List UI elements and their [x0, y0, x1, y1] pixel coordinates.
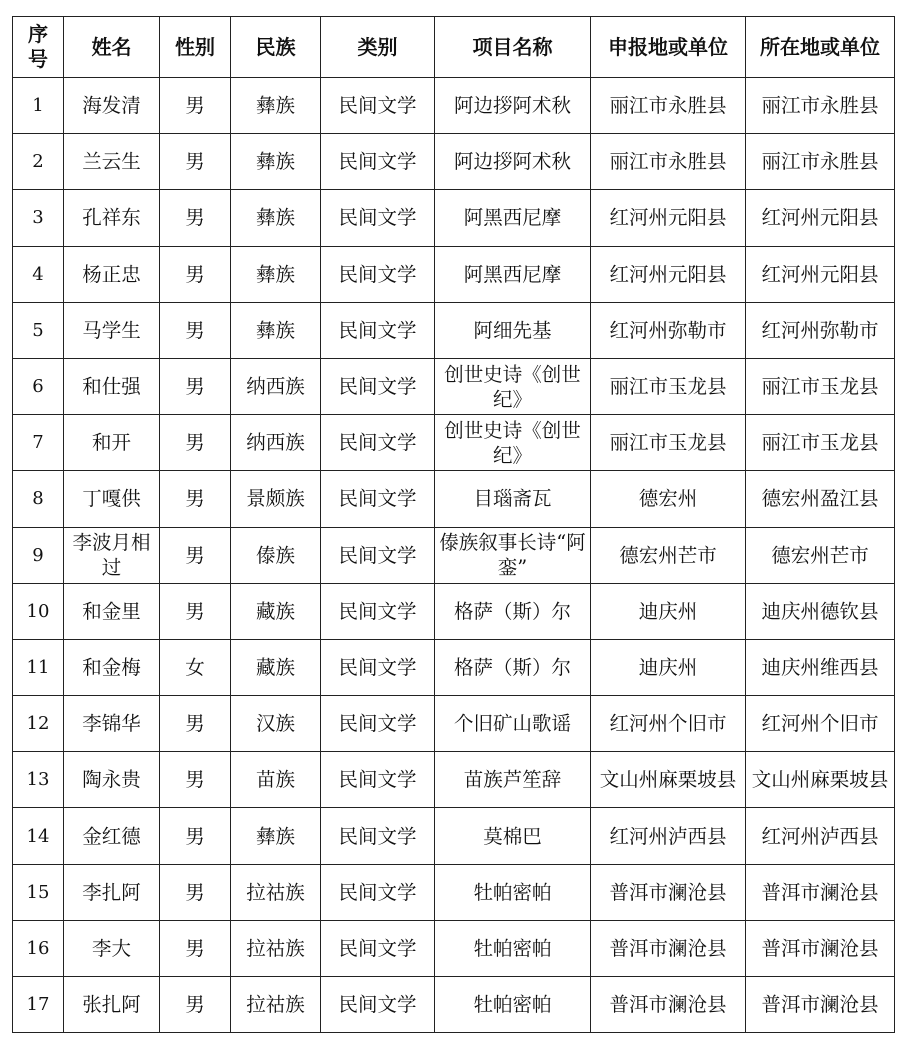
cell-project: 阿细先基 [435, 302, 591, 358]
cell-applicant: 普洱市澜沧县 [591, 864, 746, 920]
cell-ethnicity: 纳西族 [231, 415, 321, 471]
cell-applicant: 文山州麻栗坡县 [591, 752, 746, 808]
cell-project: 苗族芦笙辞 [435, 752, 591, 808]
cell-ethnicity: 景颇族 [231, 471, 321, 527]
cell-index: 14 [13, 808, 64, 864]
cell-applicant: 丽江市永胜县 [591, 78, 746, 134]
cell-name: 兰云生 [64, 134, 160, 190]
cell-gender: 男 [160, 920, 231, 976]
cell-name: 和金梅 [64, 639, 160, 695]
cell-ethnicity: 藏族 [231, 639, 321, 695]
cell-gender: 男 [160, 977, 231, 1033]
cell-applicant: 迪庆州 [591, 583, 746, 639]
cell-applicant: 红河州泸西县 [591, 808, 746, 864]
table-row [13, 302, 895, 358]
header-cell-applicant: 申报地或单位 [591, 17, 746, 78]
cell-applicant: 丽江市永胜县 [591, 134, 746, 190]
cell-ethnicity: 拉祜族 [231, 977, 321, 1033]
cell-index: 1 [13, 78, 64, 134]
cell-name: 李波月相过 [64, 527, 160, 583]
cell-name: 马学生 [64, 302, 160, 358]
cell-category: 民间文学 [321, 864, 435, 920]
cell-project: 牡帕密帕 [435, 920, 591, 976]
cell-project: 阿黑西尼摩 [435, 190, 591, 246]
table-body [13, 78, 895, 1033]
table-row [13, 358, 895, 414]
cell-category: 民间文学 [321, 78, 435, 134]
cell-index: 8 [13, 471, 64, 527]
cell-location: 丽江市玉龙县 [746, 358, 895, 414]
table-row [13, 246, 895, 302]
cell-category: 民间文学 [321, 977, 435, 1033]
cell-applicant: 德宏州 [591, 471, 746, 527]
cell-gender: 男 [160, 302, 231, 358]
cell-name: 和开 [64, 415, 160, 471]
table-row [13, 134, 895, 190]
header-cell-name: 姓名 [64, 17, 160, 78]
cell-gender: 男 [160, 808, 231, 864]
cell-index: 5 [13, 302, 64, 358]
cell-category: 民间文学 [321, 808, 435, 864]
cell-location: 红河州元阳县 [746, 246, 895, 302]
cell-ethnicity: 彝族 [231, 302, 321, 358]
cell-project: 个旧矿山歌谣 [435, 696, 591, 752]
cell-category: 民间文学 [321, 246, 435, 302]
cell-category: 民间文学 [321, 415, 435, 471]
cell-applicant: 红河州元阳县 [591, 246, 746, 302]
cell-applicant: 红河州弥勒市 [591, 302, 746, 358]
table-row [13, 471, 895, 527]
cell-ethnicity: 彝族 [231, 246, 321, 302]
cell-ethnicity: 藏族 [231, 583, 321, 639]
cell-ethnicity: 彝族 [231, 78, 321, 134]
cell-gender: 男 [160, 527, 231, 583]
cell-index: 9 [13, 527, 64, 583]
cell-applicant: 普洱市澜沧县 [591, 977, 746, 1033]
cell-location: 红河州泸西县 [746, 808, 895, 864]
cell-project: 阿黑西尼摩 [435, 246, 591, 302]
cell-name: 陶永贵 [64, 752, 160, 808]
table-row [13, 864, 895, 920]
cell-category: 民间文学 [321, 302, 435, 358]
cell-gender: 男 [160, 246, 231, 302]
cell-location: 丽江市玉龙县 [746, 415, 895, 471]
cell-index: 3 [13, 190, 64, 246]
cell-ethnicity: 拉祜族 [231, 920, 321, 976]
cell-category: 民间文学 [321, 696, 435, 752]
document-page [12, 16, 895, 1033]
cell-applicant: 红河州个旧市 [591, 696, 746, 752]
header-cell-index: 序号 [13, 17, 64, 78]
cell-ethnicity: 汉族 [231, 696, 321, 752]
header-cell-category: 类别 [321, 17, 435, 78]
cell-index: 10 [13, 583, 64, 639]
cell-index: 2 [13, 134, 64, 190]
cell-project: 阿边拶阿术秋 [435, 78, 591, 134]
table-row [13, 583, 895, 639]
cell-name: 丁嘎供 [64, 471, 160, 527]
cell-category: 民间文学 [321, 134, 435, 190]
cell-category: 民间文学 [321, 752, 435, 808]
cell-name: 张扎阿 [64, 977, 160, 1033]
cell-project: 创世史诗《创世纪》 [435, 415, 591, 471]
table-row [13, 415, 895, 471]
cell-location: 普洱市澜沧县 [746, 920, 895, 976]
cell-ethnicity: 拉祜族 [231, 864, 321, 920]
cell-index: 17 [13, 977, 64, 1033]
cell-project: 格萨（斯）尔 [435, 639, 591, 695]
cell-project: 目瑙斋瓦 [435, 471, 591, 527]
table-row [13, 977, 895, 1033]
table-row [13, 920, 895, 976]
cell-gender: 男 [160, 864, 231, 920]
header-cell-gender: 性别 [160, 17, 231, 78]
cell-index: 11 [13, 639, 64, 695]
cell-category: 民间文学 [321, 920, 435, 976]
cell-location: 丽江市永胜县 [746, 134, 895, 190]
cell-name: 李锦华 [64, 696, 160, 752]
table-row [13, 696, 895, 752]
cell-category: 民间文学 [321, 639, 435, 695]
cell-ethnicity: 苗族 [231, 752, 321, 808]
cell-project: 创世史诗《创世纪》 [435, 358, 591, 414]
cell-ethnicity: 彝族 [231, 808, 321, 864]
table-row [13, 752, 895, 808]
cell-location: 德宏州芒市 [746, 527, 895, 583]
cell-location: 普洱市澜沧县 [746, 864, 895, 920]
cell-category: 民间文学 [321, 358, 435, 414]
cell-project: 傣族叙事长诗“阿銮” [435, 527, 591, 583]
cell-category: 民间文学 [321, 471, 435, 527]
cell-applicant: 德宏州芒市 [591, 527, 746, 583]
cell-name: 金红德 [64, 808, 160, 864]
table-row [13, 639, 895, 695]
cell-location: 迪庆州维西县 [746, 639, 895, 695]
cell-location: 红河州个旧市 [746, 696, 895, 752]
table-row [13, 190, 895, 246]
cell-applicant: 普洱市澜沧县 [591, 920, 746, 976]
cell-project: 格萨（斯）尔 [435, 583, 591, 639]
cell-applicant: 红河州元阳县 [591, 190, 746, 246]
cell-category: 民间文学 [321, 190, 435, 246]
cell-gender: 男 [160, 752, 231, 808]
cell-gender: 男 [160, 696, 231, 752]
cell-project: 阿边拶阿术秋 [435, 134, 591, 190]
cell-index: 7 [13, 415, 64, 471]
cell-category: 民间文学 [321, 527, 435, 583]
cell-gender: 男 [160, 583, 231, 639]
cell-applicant: 丽江市玉龙县 [591, 358, 746, 414]
cell-gender: 男 [160, 78, 231, 134]
cell-ethnicity: 纳西族 [231, 358, 321, 414]
cell-index: 13 [13, 752, 64, 808]
cell-gender: 男 [160, 190, 231, 246]
cell-applicant: 丽江市玉龙县 [591, 415, 746, 471]
cell-name: 和仕强 [64, 358, 160, 414]
cell-gender: 男 [160, 471, 231, 527]
table-row [13, 527, 895, 583]
cell-index: 16 [13, 920, 64, 976]
cell-ethnicity: 彝族 [231, 190, 321, 246]
cell-index: 6 [13, 358, 64, 414]
cell-location: 普洱市澜沧县 [746, 977, 895, 1033]
header-cell-location: 所在地或单位 [746, 17, 895, 78]
cell-name: 海发清 [64, 78, 160, 134]
table-header-row [13, 17, 895, 78]
inheritors-table [12, 16, 895, 1033]
table-row [13, 808, 895, 864]
cell-name: 和金里 [64, 583, 160, 639]
header-cell-project: 项目名称 [435, 17, 591, 78]
cell-location: 红河州弥勒市 [746, 302, 895, 358]
cell-location: 德宏州盈江县 [746, 471, 895, 527]
cell-location: 红河州元阳县 [746, 190, 895, 246]
cell-gender: 男 [160, 358, 231, 414]
cell-index: 15 [13, 864, 64, 920]
cell-ethnicity: 彝族 [231, 134, 321, 190]
cell-applicant: 迪庆州 [591, 639, 746, 695]
cell-category: 民间文学 [321, 583, 435, 639]
cell-gender: 男 [160, 415, 231, 471]
cell-name: 杨正忠 [64, 246, 160, 302]
header-cell-ethnicity: 民族 [231, 17, 321, 78]
cell-gender: 女 [160, 639, 231, 695]
cell-location: 丽江市永胜县 [746, 78, 895, 134]
table-row [13, 78, 895, 134]
cell-project: 牡帕密帕 [435, 977, 591, 1033]
cell-location: 迪庆州德钦县 [746, 583, 895, 639]
cell-ethnicity: 傣族 [231, 527, 321, 583]
cell-location: 文山州麻栗坡县 [746, 752, 895, 808]
cell-name: 李扎阿 [64, 864, 160, 920]
cell-gender: 男 [160, 134, 231, 190]
cell-name: 李大 [64, 920, 160, 976]
cell-project: 牡帕密帕 [435, 864, 591, 920]
cell-name: 孔祥东 [64, 190, 160, 246]
cell-index: 12 [13, 696, 64, 752]
cell-project: 莫棉巴 [435, 808, 591, 864]
cell-index: 4 [13, 246, 64, 302]
